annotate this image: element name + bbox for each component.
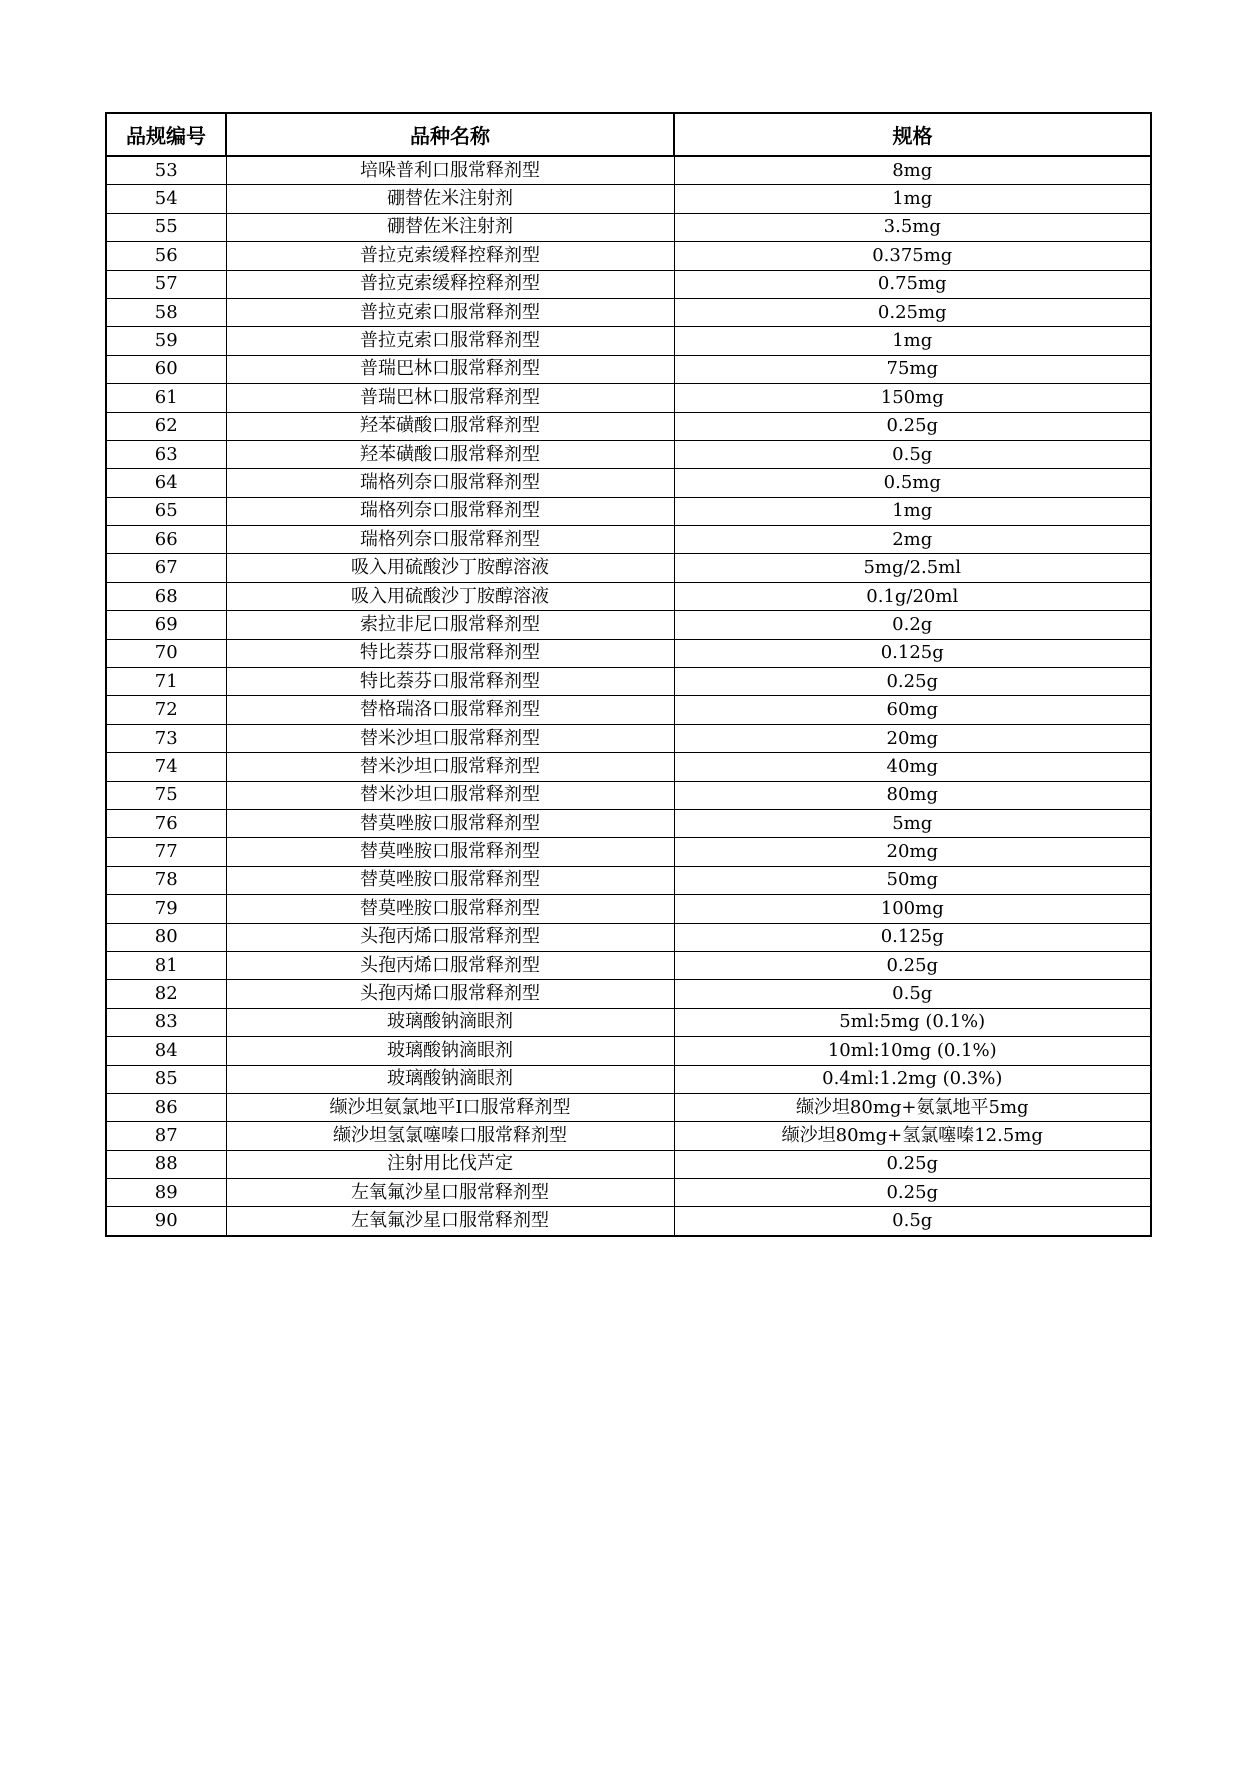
cell-spec-id: 56 — [106, 242, 226, 270]
cell-variety-name: 缬沙坦氨氯地平Ⅰ口服常释剂型 — [226, 1093, 674, 1121]
cell-spec-id: 54 — [106, 185, 226, 213]
cell-spec-id: 69 — [106, 611, 226, 639]
cell-specification: 0.25g — [674, 668, 1151, 696]
cell-spec-id: 86 — [106, 1093, 226, 1121]
cell-variety-name: 替莫唑胺口服常释剂型 — [226, 838, 674, 866]
table-row — [106, 185, 1151, 213]
table-row — [106, 809, 1151, 837]
cell-variety-name: 缬沙坦氢氯噻嗪口服常释剂型 — [226, 1122, 674, 1150]
cell-spec-id: 57 — [106, 270, 226, 298]
cell-variety-name: 头孢丙烯口服常释剂型 — [226, 923, 674, 951]
cell-spec-id: 71 — [106, 668, 226, 696]
cell-specification: 1mg — [674, 327, 1151, 355]
cell-variety-name: 左氧氟沙星口服常释剂型 — [226, 1179, 674, 1207]
cell-spec-id: 75 — [106, 781, 226, 809]
cell-variety-name: 替米沙坦口服常释剂型 — [226, 724, 674, 752]
cell-spec-id: 53 — [106, 156, 226, 185]
cell-specification: 150mg — [674, 384, 1151, 412]
cell-specification: 3.5mg — [674, 213, 1151, 241]
cell-variety-name: 瑞格列奈口服常释剂型 — [226, 497, 674, 525]
cell-specification: 5ml:5mg (0.1%) — [674, 1008, 1151, 1036]
table-row — [106, 242, 1151, 270]
table-row — [106, 1207, 1151, 1236]
table-row — [106, 1179, 1151, 1207]
cell-specification: 0.4ml:1.2mg (0.3%) — [674, 1065, 1151, 1093]
cell-specification: 100mg — [674, 895, 1151, 923]
table-row — [106, 866, 1151, 894]
table-row — [106, 838, 1151, 866]
table-row — [106, 156, 1151, 185]
table-row — [106, 270, 1151, 298]
cell-spec-id: 64 — [106, 469, 226, 497]
cell-specification: 0.75mg — [674, 270, 1151, 298]
cell-variety-name: 头孢丙烯口服常释剂型 — [226, 951, 674, 979]
cell-spec-id: 70 — [106, 639, 226, 667]
cell-spec-id: 76 — [106, 809, 226, 837]
table-header-row — [106, 113, 1151, 156]
cell-specification: 0.5g — [674, 440, 1151, 468]
cell-variety-name: 吸入用硫酸沙丁胺醇溶液 — [226, 554, 674, 582]
cell-specification: 0.25g — [674, 412, 1151, 440]
cell-spec-id: 73 — [106, 724, 226, 752]
header-variety-name: 品种名称 — [226, 113, 674, 156]
cell-specification: 5mg — [674, 809, 1151, 837]
cell-variety-name: 特比萘芬口服常释剂型 — [226, 668, 674, 696]
cell-spec-id: 78 — [106, 866, 226, 894]
cell-specification: 60mg — [674, 696, 1151, 724]
cell-spec-id: 72 — [106, 696, 226, 724]
cell-variety-name: 左氧氟沙星口服常释剂型 — [226, 1207, 674, 1236]
cell-spec-id: 74 — [106, 753, 226, 781]
table-row — [106, 668, 1151, 696]
cell-variety-name: 羟苯磺酸口服常释剂型 — [226, 440, 674, 468]
cell-spec-id: 67 — [106, 554, 226, 582]
cell-spec-id: 66 — [106, 526, 226, 554]
table-row — [106, 923, 1151, 951]
cell-spec-id: 58 — [106, 298, 226, 326]
table-row — [106, 440, 1151, 468]
table-row — [106, 526, 1151, 554]
cell-variety-name: 玻璃酸钠滴眼剂 — [226, 1037, 674, 1065]
cell-specification: 0.2g — [674, 611, 1151, 639]
cell-specification: 20mg — [674, 724, 1151, 752]
cell-spec-id: 61 — [106, 384, 226, 412]
table-row — [106, 951, 1151, 979]
cell-specification: 0.5g — [674, 1207, 1151, 1236]
cell-variety-name: 普拉克索口服常释剂型 — [226, 298, 674, 326]
drug-spec-table — [105, 112, 1152, 1237]
table-row — [106, 469, 1151, 497]
cell-specification: 80mg — [674, 781, 1151, 809]
cell-variety-name: 吸入用硫酸沙丁胺醇溶液 — [226, 582, 674, 610]
cell-spec-id: 60 — [106, 355, 226, 383]
cell-variety-name: 替米沙坦口服常释剂型 — [226, 781, 674, 809]
cell-spec-id: 82 — [106, 980, 226, 1008]
cell-specification: 缬沙坦80mg+氨氯地平5mg — [674, 1093, 1151, 1121]
table-row — [106, 1122, 1151, 1150]
cell-variety-name: 瑞格列奈口服常释剂型 — [226, 526, 674, 554]
table-row — [106, 554, 1151, 582]
cell-variety-name: 培哚普利口服常释剂型 — [226, 156, 674, 185]
table-row — [106, 497, 1151, 525]
cell-spec-id: 79 — [106, 895, 226, 923]
cell-specification: 2mg — [674, 526, 1151, 554]
cell-spec-id: 87 — [106, 1122, 226, 1150]
cell-variety-name: 瑞格列奈口服常释剂型 — [226, 469, 674, 497]
table-row — [106, 384, 1151, 412]
cell-specification: 5mg/2.5ml — [674, 554, 1151, 582]
cell-spec-id: 62 — [106, 412, 226, 440]
table-row — [106, 1008, 1151, 1036]
cell-spec-id: 80 — [106, 923, 226, 951]
cell-spec-id: 90 — [106, 1207, 226, 1236]
cell-variety-name: 替米沙坦口服常释剂型 — [226, 753, 674, 781]
cell-spec-id: 88 — [106, 1150, 226, 1178]
table-row — [106, 611, 1151, 639]
cell-specification: 20mg — [674, 838, 1151, 866]
cell-spec-id: 65 — [106, 497, 226, 525]
cell-variety-name: 普拉克索缓释控释剂型 — [226, 242, 674, 270]
table-row — [106, 213, 1151, 241]
cell-spec-id: 63 — [106, 440, 226, 468]
cell-spec-id: 85 — [106, 1065, 226, 1093]
header-spec-id: 品规编号 — [106, 113, 226, 156]
cell-specification: 40mg — [674, 753, 1151, 781]
cell-variety-name: 普拉克索缓释控释剂型 — [226, 270, 674, 298]
table-row — [106, 412, 1151, 440]
table-row — [106, 1037, 1151, 1065]
cell-specification: 0.375mg — [674, 242, 1151, 270]
table-row — [106, 895, 1151, 923]
cell-spec-id: 84 — [106, 1037, 226, 1065]
cell-spec-id: 81 — [106, 951, 226, 979]
table-row — [106, 1093, 1151, 1121]
table-row — [106, 753, 1151, 781]
header-specification: 规格 — [674, 113, 1151, 156]
cell-variety-name: 注射用比伐芦定 — [226, 1150, 674, 1178]
cell-variety-name: 普瑞巴林口服常释剂型 — [226, 384, 674, 412]
table-row — [106, 980, 1151, 1008]
cell-variety-name: 玻璃酸钠滴眼剂 — [226, 1008, 674, 1036]
cell-variety-name: 硼替佐米注射剂 — [226, 213, 674, 241]
cell-variety-name: 替莫唑胺口服常释剂型 — [226, 809, 674, 837]
cell-specification: 0.1g/20ml — [674, 582, 1151, 610]
cell-variety-name: 头孢丙烯口服常释剂型 — [226, 980, 674, 1008]
cell-specification: 0.125g — [674, 923, 1151, 951]
cell-specification: 75mg — [674, 355, 1151, 383]
table-row — [106, 327, 1151, 355]
cell-variety-name: 替格瑞洛口服常释剂型 — [226, 696, 674, 724]
cell-specification: 0.25mg — [674, 298, 1151, 326]
cell-variety-name: 替莫唑胺口服常释剂型 — [226, 895, 674, 923]
table-row — [106, 639, 1151, 667]
cell-specification: 0.125g — [674, 639, 1151, 667]
cell-specification: 0.25g — [674, 951, 1151, 979]
cell-specification: 1mg — [674, 497, 1151, 525]
cell-variety-name: 普瑞巴林口服常释剂型 — [226, 355, 674, 383]
table-row — [106, 724, 1151, 752]
cell-specification: 1mg — [674, 185, 1151, 213]
cell-variety-name: 索拉非尼口服常释剂型 — [226, 611, 674, 639]
cell-variety-name: 硼替佐米注射剂 — [226, 185, 674, 213]
table-body — [106, 156, 1151, 1236]
cell-specification: 50mg — [674, 866, 1151, 894]
table-row — [106, 696, 1151, 724]
cell-variety-name: 羟苯磺酸口服常释剂型 — [226, 412, 674, 440]
cell-spec-id: 77 — [106, 838, 226, 866]
table-row — [106, 355, 1151, 383]
cell-specification: 缬沙坦80mg+氢氯噻嗪12.5mg — [674, 1122, 1151, 1150]
cell-variety-name: 特比萘芬口服常释剂型 — [226, 639, 674, 667]
table-row — [106, 781, 1151, 809]
cell-spec-id: 89 — [106, 1179, 226, 1207]
cell-specification: 10ml:10mg (0.1%) — [674, 1037, 1151, 1065]
cell-variety-name: 普拉克索口服常释剂型 — [226, 327, 674, 355]
table-row — [106, 1065, 1151, 1093]
cell-specification: 0.5mg — [674, 469, 1151, 497]
cell-variety-name: 替莫唑胺口服常释剂型 — [226, 866, 674, 894]
cell-spec-id: 55 — [106, 213, 226, 241]
cell-specification: 0.25g — [674, 1150, 1151, 1178]
table-row — [106, 298, 1151, 326]
cell-spec-id: 83 — [106, 1008, 226, 1036]
cell-spec-id: 59 — [106, 327, 226, 355]
table-row — [106, 1150, 1151, 1178]
table-row — [106, 582, 1151, 610]
cell-specification: 0.5g — [674, 980, 1151, 1008]
cell-spec-id: 68 — [106, 582, 226, 610]
cell-specification: 0.25g — [674, 1179, 1151, 1207]
cell-specification: 8mg — [674, 156, 1151, 185]
cell-variety-name: 玻璃酸钠滴眼剂 — [226, 1065, 674, 1093]
